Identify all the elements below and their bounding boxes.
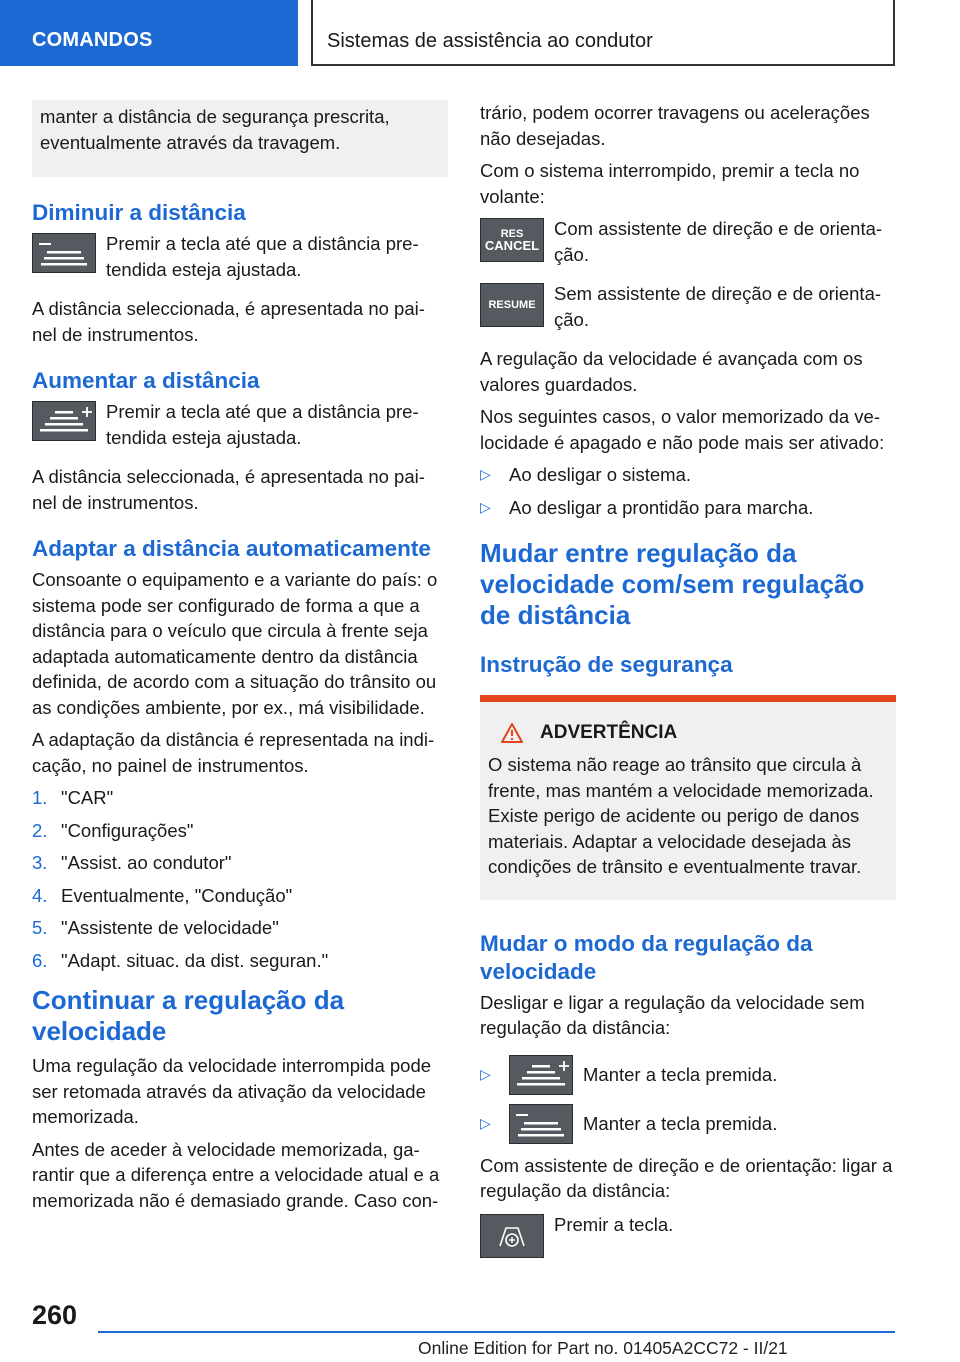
paragraph: A distância seleccionada, é apresentada no pai-nel de instrumentos.	[32, 298, 425, 345]
footer-divider	[98, 1331, 895, 1333]
paragraph: Desligar e ligar a regulação da velocidade sem regulação da distância:	[480, 991, 865, 1038]
settings-steps-list	[32, 785, 448, 973]
page-header	[0, 0, 960, 66]
page-number: 260	[32, 1300, 78, 1330]
triangle-bullet-icon: ▷	[480, 466, 491, 482]
warning-title: ADVERTÊNCIA	[500, 722, 888, 744]
list-item: ▷ Manter a tecla premida.	[480, 1104, 896, 1144]
bullet-list	[480, 462, 896, 520]
key-row-assistant	[480, 1212, 896, 1258]
list-item: ▷ Manter a tecla premida.	[480, 1055, 896, 1095]
list-item: 1. "CAR"	[32, 787, 114, 808]
paragraph: Com o sistema interrompido, premir a tecla no volante:	[480, 160, 860, 207]
triangle-bullet-icon: ▷	[480, 498, 491, 515]
list-item: ▷ Ao desligar a prontidão para marcha.	[480, 495, 896, 521]
key-instruction: Sem assistente de direção e de orienta-ção.	[554, 283, 882, 330]
paragraph: A distância seleccionada, é apresentada no pai-nel de instrumentos.	[32, 466, 425, 513]
edition-note: Online Edition for Part no. 01405A2CC72 - II/21	[418, 1338, 788, 1358]
resume-key-icon: RESUME	[480, 283, 544, 327]
key-row-resume	[480, 281, 896, 332]
warning-triangle-icon	[500, 722, 524, 744]
heading-change-mode: Mudar o modo da regulação da velocidade	[480, 930, 813, 984]
paragraph: trário, podem ocorrer travagens ou acelerações não desejadas.	[480, 102, 870, 149]
heading-switch-mode: Mudar entre regulação da velocidade com/sem regulação de distância	[480, 538, 865, 630]
key-instruction: Com assistente de direção e de orienta-ção.	[554, 218, 883, 265]
paragraph: Uma regulação da velocidade interrompida pode ser retomada através da ativação da velocidade memorizada.	[32, 1055, 432, 1127]
res-cancel-key-icon: RES CANCEL	[480, 218, 544, 262]
list-item: 2. "Configurações"	[32, 819, 194, 841]
right-column	[480, 100, 896, 1272]
driving-assistant-key-icon	[480, 1214, 544, 1258]
warning-text: O sistema não reage ao trânsito que circula à frente, mas mantém a velocidade memorizada. Existe perigo de acidente ou perigo de danos materiais. Adaptar a velocidade desejada às condições de trânsito e eventualmente travar.	[488, 754, 874, 877]
list-item: 4. Eventualmente, "Condução"	[32, 884, 293, 906]
section-tab: COMANDOS	[0, 0, 298, 66]
paragraph: Nos seguintes casos, o valor memorizado da ve-locidade é apagado e não pode mais ser ativado:	[480, 406, 885, 453]
list-item: 6. "Adapt. situac. da dist. seguran."	[32, 949, 329, 971]
paragraph: A adaptação da distância é representada na indi-cação, no painel de instrumentos.	[32, 729, 435, 776]
distance-increase-key-icon	[32, 401, 96, 441]
heading-safety: Instrução de segurança	[480, 652, 733, 677]
key-row-increase	[32, 399, 448, 450]
note-box: manter a distância de segurança prescrita, eventualmente através da travagem.	[32, 100, 448, 177]
heading-continue-speed-control: Continuar a regulação da velocidade	[32, 985, 345, 1046]
distance-decrease-key-icon	[32, 233, 96, 273]
heading-adapt-distance: Adaptar a distância automaticamente	[32, 536, 431, 561]
triangle-bullet-icon: ▷	[480, 1115, 491, 1131]
paragraph: Com assistente de direção e de orientação: ligar a regulação da distância:	[480, 1154, 893, 1201]
distance-decrease-key-icon	[509, 1104, 573, 1144]
paragraph: Consoante o equipamento e a variante do país: o sistema pode ser configurado de forma a que a distância para o veículo que circula à frente seja adaptada automaticamente dentro da distância definida, de acordo com a situação do trânsito ou as condições ambiente, por ex., má visibilidade.	[32, 569, 438, 718]
heading-increase-distance: Aumentar a distância	[32, 368, 260, 393]
heading-decrease-distance: Diminuir a distância	[32, 200, 246, 225]
paragraph: A regulação da velocidade é avançada com os valores guardados.	[480, 348, 863, 395]
key-instruction: Premir a tecla até que a distância pre-tendida esteja ajustada.	[106, 233, 419, 280]
distance-increase-key-icon	[509, 1055, 573, 1095]
list-item: 5. "Assistente de velocidade"	[32, 917, 279, 938]
paragraph: Antes de aceder à velocidade memorizada, ga-rantir que a diferença entre a velocidade atual e a memorizada não é demasiado grande. Caso con-	[32, 1138, 440, 1211]
key-row-decrease	[32, 231, 448, 282]
list-item: ▷ Ao desligar o sistema.	[480, 462, 896, 488]
warning-box	[480, 695, 896, 900]
chapter-title: Sistemas de assistência ao condutor	[311, 0, 895, 66]
triangle-bullet-icon: ▷	[480, 1066, 491, 1082]
key-instruction: Premir a tecla até que a distância pre-tendida esteja ajustada.	[106, 401, 419, 448]
left-column	[32, 100, 448, 1220]
list-item: 3. "Assist. ao condutor"	[32, 852, 232, 873]
key-row-rescancel	[480, 216, 896, 267]
key-instruction: Premir a tecla.	[554, 1213, 674, 1235]
